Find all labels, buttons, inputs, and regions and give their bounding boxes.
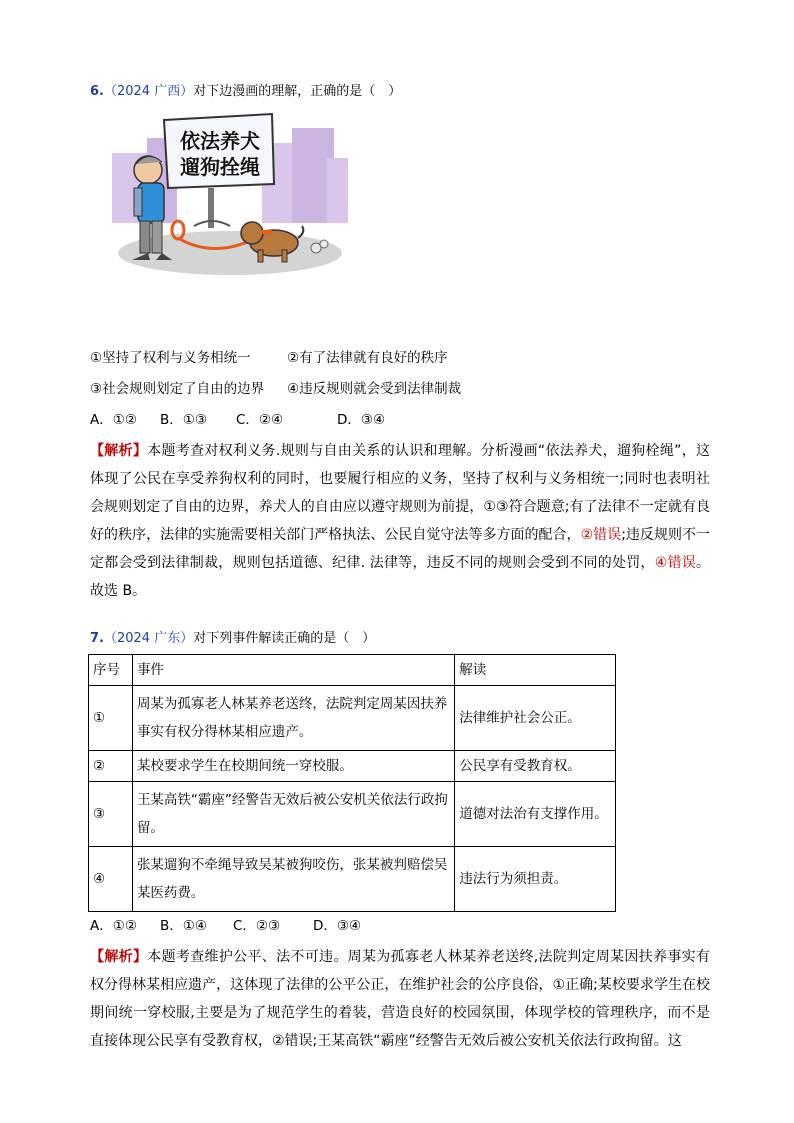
q6-number: 6. xyxy=(90,84,104,99)
table-cell-event: 张某遛狗不牵绳导致吴某被狗咬伤，张某被判赔偿吴某医药费。 xyxy=(132,847,454,912)
q6-option-b: B．①③ xyxy=(160,412,207,428)
table-row xyxy=(89,847,616,912)
table-header-row xyxy=(89,655,616,686)
table-cell-event: 王某高铁“霸座”经警告无效后被公安机关依法行政拘留。 xyxy=(132,782,454,847)
q7-table xyxy=(88,654,616,912)
q7-option-c: C．②③ xyxy=(233,918,281,934)
table-header-cell: 序号 xyxy=(89,655,133,686)
q6-option-d: D．③④ xyxy=(337,412,386,428)
table-cell-index: ① xyxy=(89,686,133,751)
q6-statement-3: ③社会规则划定了自由的边界 xyxy=(90,381,265,397)
q7-stem: 对下列事件解读正确的是（ ） xyxy=(193,631,376,646)
q6-analysis-part1: 本题考查对权利义务.规则与自由关系的认识和理解。分析漫画“依法养犬，遛狗栓绳”，这体现了公民在享受养狗权利的同时，也要履行相应的义务，坚持了权利与义务相统一;同时也表明社会规则划定了自由的边界，养犬人的自由应以遵守规则为前提，①③符合题意;有了法律不一定就有良好的秩序，法律的实施需要相关部门严格执法、公民自觉守法等多方面的配合， xyxy=(90,443,710,543)
q6-statement-4: ④违反规则就会受到法律制裁 xyxy=(287,381,462,397)
q7-analysis-text: 本题考查维护公平、法不可违。周某为孤寡老人林某养老送终,法院判定周某因扶养事实有权分得林某相应遗产，这体现了法律的公平公正，在维护社会的公序良俗，①正确;某校要求学生在校期间统一穿校服,主要是为了规范学生的着装，营造良好的校园氛围，体现学校的管理秩序，而不是直接体现公民享有受教育权，②错误;王某高铁“霸座”经警告无效后被公安机关依法行政拘留。这 xyxy=(90,949,711,1049)
table-row xyxy=(89,686,616,751)
table-cell-event: 周某为孤寡老人林某养老送终，法院判定周某因扶养事实有权分得林某相应遗产。 xyxy=(132,686,454,751)
q7-title xyxy=(90,630,375,648)
table-header-cell: 事件 xyxy=(132,655,454,686)
q6-option-c: C．②④ xyxy=(236,412,284,428)
q6-analysis-part3: 。故选 B。 xyxy=(90,555,710,599)
cartoon-illustration xyxy=(112,108,348,280)
table-cell-interpretation: 道德对法治有支撑作用。 xyxy=(455,782,616,847)
q6-option-a: A．①② xyxy=(90,412,137,428)
q7-analysis xyxy=(90,943,710,1055)
table-row xyxy=(89,782,616,847)
q7-number: 7. xyxy=(90,631,104,646)
table-cell-interpretation: 法律维护社会公正。 xyxy=(455,686,616,751)
q6-statement-2: ②有了法律就有良好的秩序 xyxy=(287,350,448,366)
q6-title xyxy=(90,83,401,101)
q6-source: （2024 广西） xyxy=(103,84,194,99)
q6-cartoon xyxy=(112,108,348,280)
q6-analysis-red2: ④错误 xyxy=(654,555,696,571)
q6-analysis xyxy=(90,437,710,605)
q7-analysis-tag: 【解析】 xyxy=(90,949,148,965)
sign-line-2: 遛狗拴绳 xyxy=(180,155,260,179)
table-cell-index: ② xyxy=(89,751,133,782)
q6-analysis-part2: ;违反规则不一定都会受到法律制裁，规则包括道德、纪律. 法律等，违反不同的规则会受到不同的处罚， xyxy=(90,527,711,571)
q6-stem: 对下边漫画的理解，正确的是（ ） xyxy=(193,84,402,99)
q6-analysis-red1: ②错误 xyxy=(580,527,622,543)
table-header-cell: 解读 xyxy=(455,655,616,686)
q7-option-b: B．①④ xyxy=(160,918,207,934)
q7-option-a: A．①② xyxy=(90,918,137,934)
table-cell-event: 某校要求学生在校期间统一穿校服。 xyxy=(132,751,454,782)
table-cell-interpretation: 公民享有受教育权。 xyxy=(455,751,616,782)
q6-statement-1: ①坚持了权利与义务相统一 xyxy=(90,350,251,366)
table-cell-index: ④ xyxy=(89,847,133,912)
q7-option-d: D．③④ xyxy=(313,918,362,934)
q6-analysis-tag: 【解析】 xyxy=(90,443,148,459)
sign-line-1: 依法养犬 xyxy=(180,129,260,153)
q7-source: （2024 广东） xyxy=(103,631,194,646)
table-cell-interpretation: 违法行为须担责。 xyxy=(455,847,616,912)
table-row xyxy=(89,751,616,782)
table-cell-index: ③ xyxy=(89,782,133,847)
